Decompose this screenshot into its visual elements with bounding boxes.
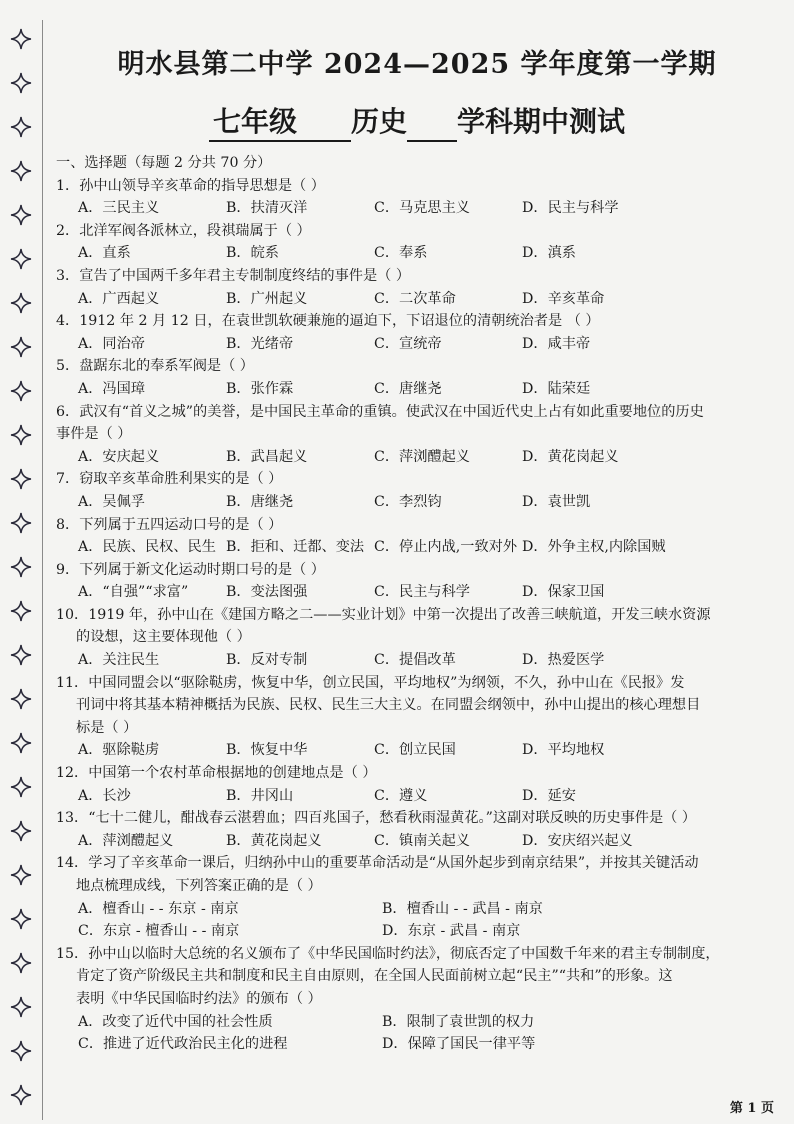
question-item	[56, 310, 776, 355]
star-mark-icon	[10, 996, 32, 1018]
question-item	[56, 401, 776, 469]
answer-option: A．吴佩孚	[78, 493, 145, 510]
question-item	[56, 468, 776, 513]
answer-option: D．保障了国民一律平等	[382, 1036, 536, 1053]
answer-option: A．檀香山 - - 东京 - 南京	[78, 900, 239, 917]
question-stem: 3．宣告了中国两千多年君主专制制度终结的事件是（ ）	[56, 267, 411, 284]
question-stem: 15．孙中山以临时大总统的名义颁布了《中华民国临时约法》，彻底否定了中国数千年来的君主专制制度，	[56, 945, 720, 962]
answer-option: A．冯国璋	[78, 380, 145, 397]
page-number: 第 1 页	[729, 1101, 774, 1116]
question-item	[56, 265, 776, 310]
answer-option: A．关注民生	[78, 652, 160, 669]
question-stem: 标是（ ）	[76, 719, 138, 736]
answer-option: D．安庆绍兴起义	[522, 832, 633, 849]
blank-underline	[301, 116, 351, 142]
answer-option: A．“自强”“求富”	[78, 584, 189, 601]
answer-option: B．檀香山 - - 武昌 - 南京	[382, 900, 543, 917]
question-stem: 刊词中将其基本精神概括为民族、民权、民生三大主义。在同盟会纲领中，孙中山提出的核心理想目	[76, 697, 701, 714]
answer-option: C．宣统帝	[374, 335, 442, 352]
question-stem: 12．中国第一个农村革命根据地的创建地点是（ ）	[56, 765, 377, 782]
star-mark-icon	[10, 864, 32, 886]
answer-option: D．保家卫国	[522, 584, 605, 601]
answer-option: B．拒和、迁都、变法	[226, 539, 365, 556]
question-stem: 1．孙中山领导辛亥革命的指导思想是（ ）	[56, 177, 325, 194]
option-row	[56, 536, 776, 559]
answer-option: D．黄花岗起义	[522, 448, 619, 465]
answer-option: A．广西起义	[78, 290, 160, 307]
answer-option: C．创立民国	[374, 742, 456, 759]
answer-option: D．民主与科学	[522, 200, 619, 217]
exam-subject-title	[0, 100, 794, 142]
option-row	[56, 288, 776, 311]
question-item	[56, 175, 776, 220]
star-mark-icon	[10, 336, 32, 358]
answer-option: C．二次革命	[374, 290, 456, 307]
star-mark-icon	[10, 732, 32, 754]
answer-option: A．长沙	[78, 787, 131, 804]
question-list	[56, 152, 776, 1056]
answer-option: D．平均地权	[522, 742, 605, 759]
answer-option: C．东京 - 檀香山 - - 南京	[78, 923, 240, 940]
question-item	[56, 604, 776, 672]
answer-option: C．马克思主义	[374, 200, 470, 217]
answer-option: A．三民主义	[78, 200, 160, 217]
question-stem: 7．窃取辛亥革命胜利果实的是（ ）	[56, 471, 283, 488]
question-stem: 13．“七十二健儿，酣战春云湛碧血；四百兆国子，愁看秋雨湿黄花。”这副对联反映的历史事件是（ ）	[56, 810, 697, 827]
star-mark-icon	[10, 468, 32, 490]
binding-line	[42, 20, 43, 1120]
answer-option: C．民主与科学	[374, 584, 470, 601]
question-stem: 表明《中华民国临时约法》的颁布（ ）	[76, 990, 322, 1007]
option-row	[56, 830, 776, 853]
question-item	[56, 852, 776, 942]
answer-option: C．李烈钧	[374, 493, 442, 510]
answer-option: A．民族、民权、民生	[78, 539, 216, 556]
star-mark-icon	[10, 1084, 32, 1106]
star-mark-icon	[10, 1040, 32, 1062]
star-mark-icon	[10, 644, 32, 666]
answer-option: A．直系	[78, 245, 131, 262]
answer-option: D．袁世凯	[522, 493, 591, 510]
blank-underline	[407, 116, 457, 142]
answer-option: A．安庆起义	[78, 448, 160, 465]
question-stem: 4．1912 年 2 月 12 日，在袁世凯软硬兼施的逼迫下，下诏退位的清朝统治者是 （ ）	[56, 313, 600, 330]
answer-option: B．黄花岗起义	[226, 832, 322, 849]
answer-option: B．扶清灭洋	[226, 200, 308, 217]
question-stem: 6．武汉有“首义之城”的美誉，是中国民主革命的重镇。使武汉在中国近代史上占有如此重要地位的历史	[56, 403, 704, 420]
grade-label: 七年级	[209, 100, 301, 142]
answer-option: B．井冈山	[226, 787, 294, 804]
option-row	[56, 197, 776, 220]
answer-option: D．外争主权,内除国贼	[522, 539, 666, 556]
answer-option: C．提倡改革	[374, 652, 456, 669]
question-item	[56, 220, 776, 265]
option-row	[56, 739, 776, 762]
question-stem: 2．北洋军阀各派林立，段祺瑞属于（ ）	[56, 222, 311, 239]
star-mark-icon	[10, 512, 32, 534]
option-row	[56, 333, 776, 356]
question-stem: 的设想，这主要体现他（ ）	[76, 629, 251, 646]
option-row	[56, 649, 776, 672]
star-mark-icon	[10, 556, 32, 578]
answer-option: C．唐继尧	[374, 380, 442, 397]
answer-option: B．皖系	[226, 245, 279, 262]
star-mark-icon	[10, 600, 32, 622]
answer-option: B．光绪帝	[226, 335, 294, 352]
answer-option: C．镇南关起义	[374, 832, 470, 849]
star-mark-icon	[10, 424, 32, 446]
star-mark-icon	[10, 160, 32, 182]
question-item	[56, 943, 776, 1056]
answer-option: A．改变了近代中国的社会性质	[78, 1013, 273, 1030]
subject-label: 历史	[350, 105, 407, 138]
answer-option: D．滇系	[522, 245, 576, 262]
answer-option: D．陆荣廷	[522, 380, 591, 397]
answer-option: B．唐继尧	[226, 493, 294, 510]
answer-option: C．萍浏醴起义	[374, 448, 470, 465]
option-row	[56, 378, 776, 401]
question-item	[56, 807, 776, 852]
question-stem: 11．中国同盟会以“驱除鞑虏，恢复中华，创立民国，平均地权”为纲领，不久，孙中山在《民报》发	[56, 674, 685, 691]
answer-option: B．张作霖	[226, 380, 294, 397]
question-stem: 5．盘踞东北的奉系军阀是（ ）	[56, 358, 254, 375]
option-row	[56, 491, 776, 514]
question-item	[56, 514, 776, 559]
exam-school-title: 明水县第二中学 2024—2025 学年度第一学期	[117, 49, 717, 80]
option-row	[56, 785, 776, 808]
option-row	[56, 446, 776, 469]
answer-option: D．延安	[522, 787, 576, 804]
question-item	[56, 762, 776, 807]
answer-option: D．辛亥革命	[522, 290, 605, 307]
question-stem: 事件是（ ）	[56, 426, 132, 443]
question-stem: 9．下列属于新文化运动时期口号的是（ ）	[56, 561, 325, 578]
answer-option: A．萍浏醴起义	[78, 832, 174, 849]
question-stem: 地点梳理成线，下列答案正确的是（ ）	[76, 878, 322, 894]
star-mark-icon	[10, 380, 32, 402]
star-mark-icon	[10, 688, 32, 710]
option-row	[56, 581, 776, 604]
answer-option: A．驱除鞑虏	[78, 742, 160, 759]
answer-option: B．变法图强	[226, 584, 308, 601]
answer-option: B．恢复中华	[226, 742, 308, 759]
answer-option: C．遵义	[374, 787, 428, 804]
star-mark-icon	[10, 952, 32, 974]
answer-option: B．武昌起义	[226, 448, 308, 465]
question-stem: 肯定了资产阶级民主共和制度和民主自由原则，在全国人民面前树立起“民主”“共和”的形象。这	[76, 968, 673, 985]
answer-option: D．东京 - 武昌 - 南京	[382, 923, 521, 940]
star-mark-icon	[10, 204, 32, 226]
answer-option: D．咸丰帝	[522, 335, 591, 352]
answer-option: C．奉系	[374, 245, 428, 262]
question-stem: 14．学习了辛亥革命一课后，归纳孙中山的重要革命活动是“从国外起步到南京结果”，并按其关键活动	[56, 855, 699, 872]
star-mark-icon	[10, 776, 32, 798]
answer-option: A．同治帝	[78, 335, 145, 352]
answer-option: C．停止内战,一致对外	[374, 539, 518, 556]
answer-option: B．反对专制	[226, 652, 308, 669]
answer-option: D．热爱医学	[522, 652, 605, 669]
answer-option: B．限制了袁世凯的权力	[382, 1013, 535, 1030]
option-row	[56, 1011, 776, 1056]
star-mark-icon	[10, 248, 32, 270]
question-item	[56, 559, 776, 604]
star-mark-icon	[10, 820, 32, 842]
star-mark-icon	[10, 292, 32, 314]
answer-option: C．推进了近代政治民主化的进程	[78, 1036, 288, 1053]
question-item	[56, 355, 776, 400]
question-stem: 10．1919 年，孙中山在《建国方略之二——实业计划》中第一次提出了改善三峡航道，开发三峡水资源	[56, 606, 711, 623]
option-row	[56, 898, 776, 943]
question-item	[56, 672, 776, 762]
star-mark-icon	[10, 908, 32, 930]
title-suffix: 学科期中测试	[457, 105, 626, 138]
question-stem: 8．下列属于五四运动口号的是（ ）	[56, 516, 283, 533]
section-title: 一、选择题（每题 2 分共 70 分）	[56, 155, 272, 171]
option-row	[56, 242, 776, 265]
answer-option: B．广州起义	[226, 290, 308, 307]
